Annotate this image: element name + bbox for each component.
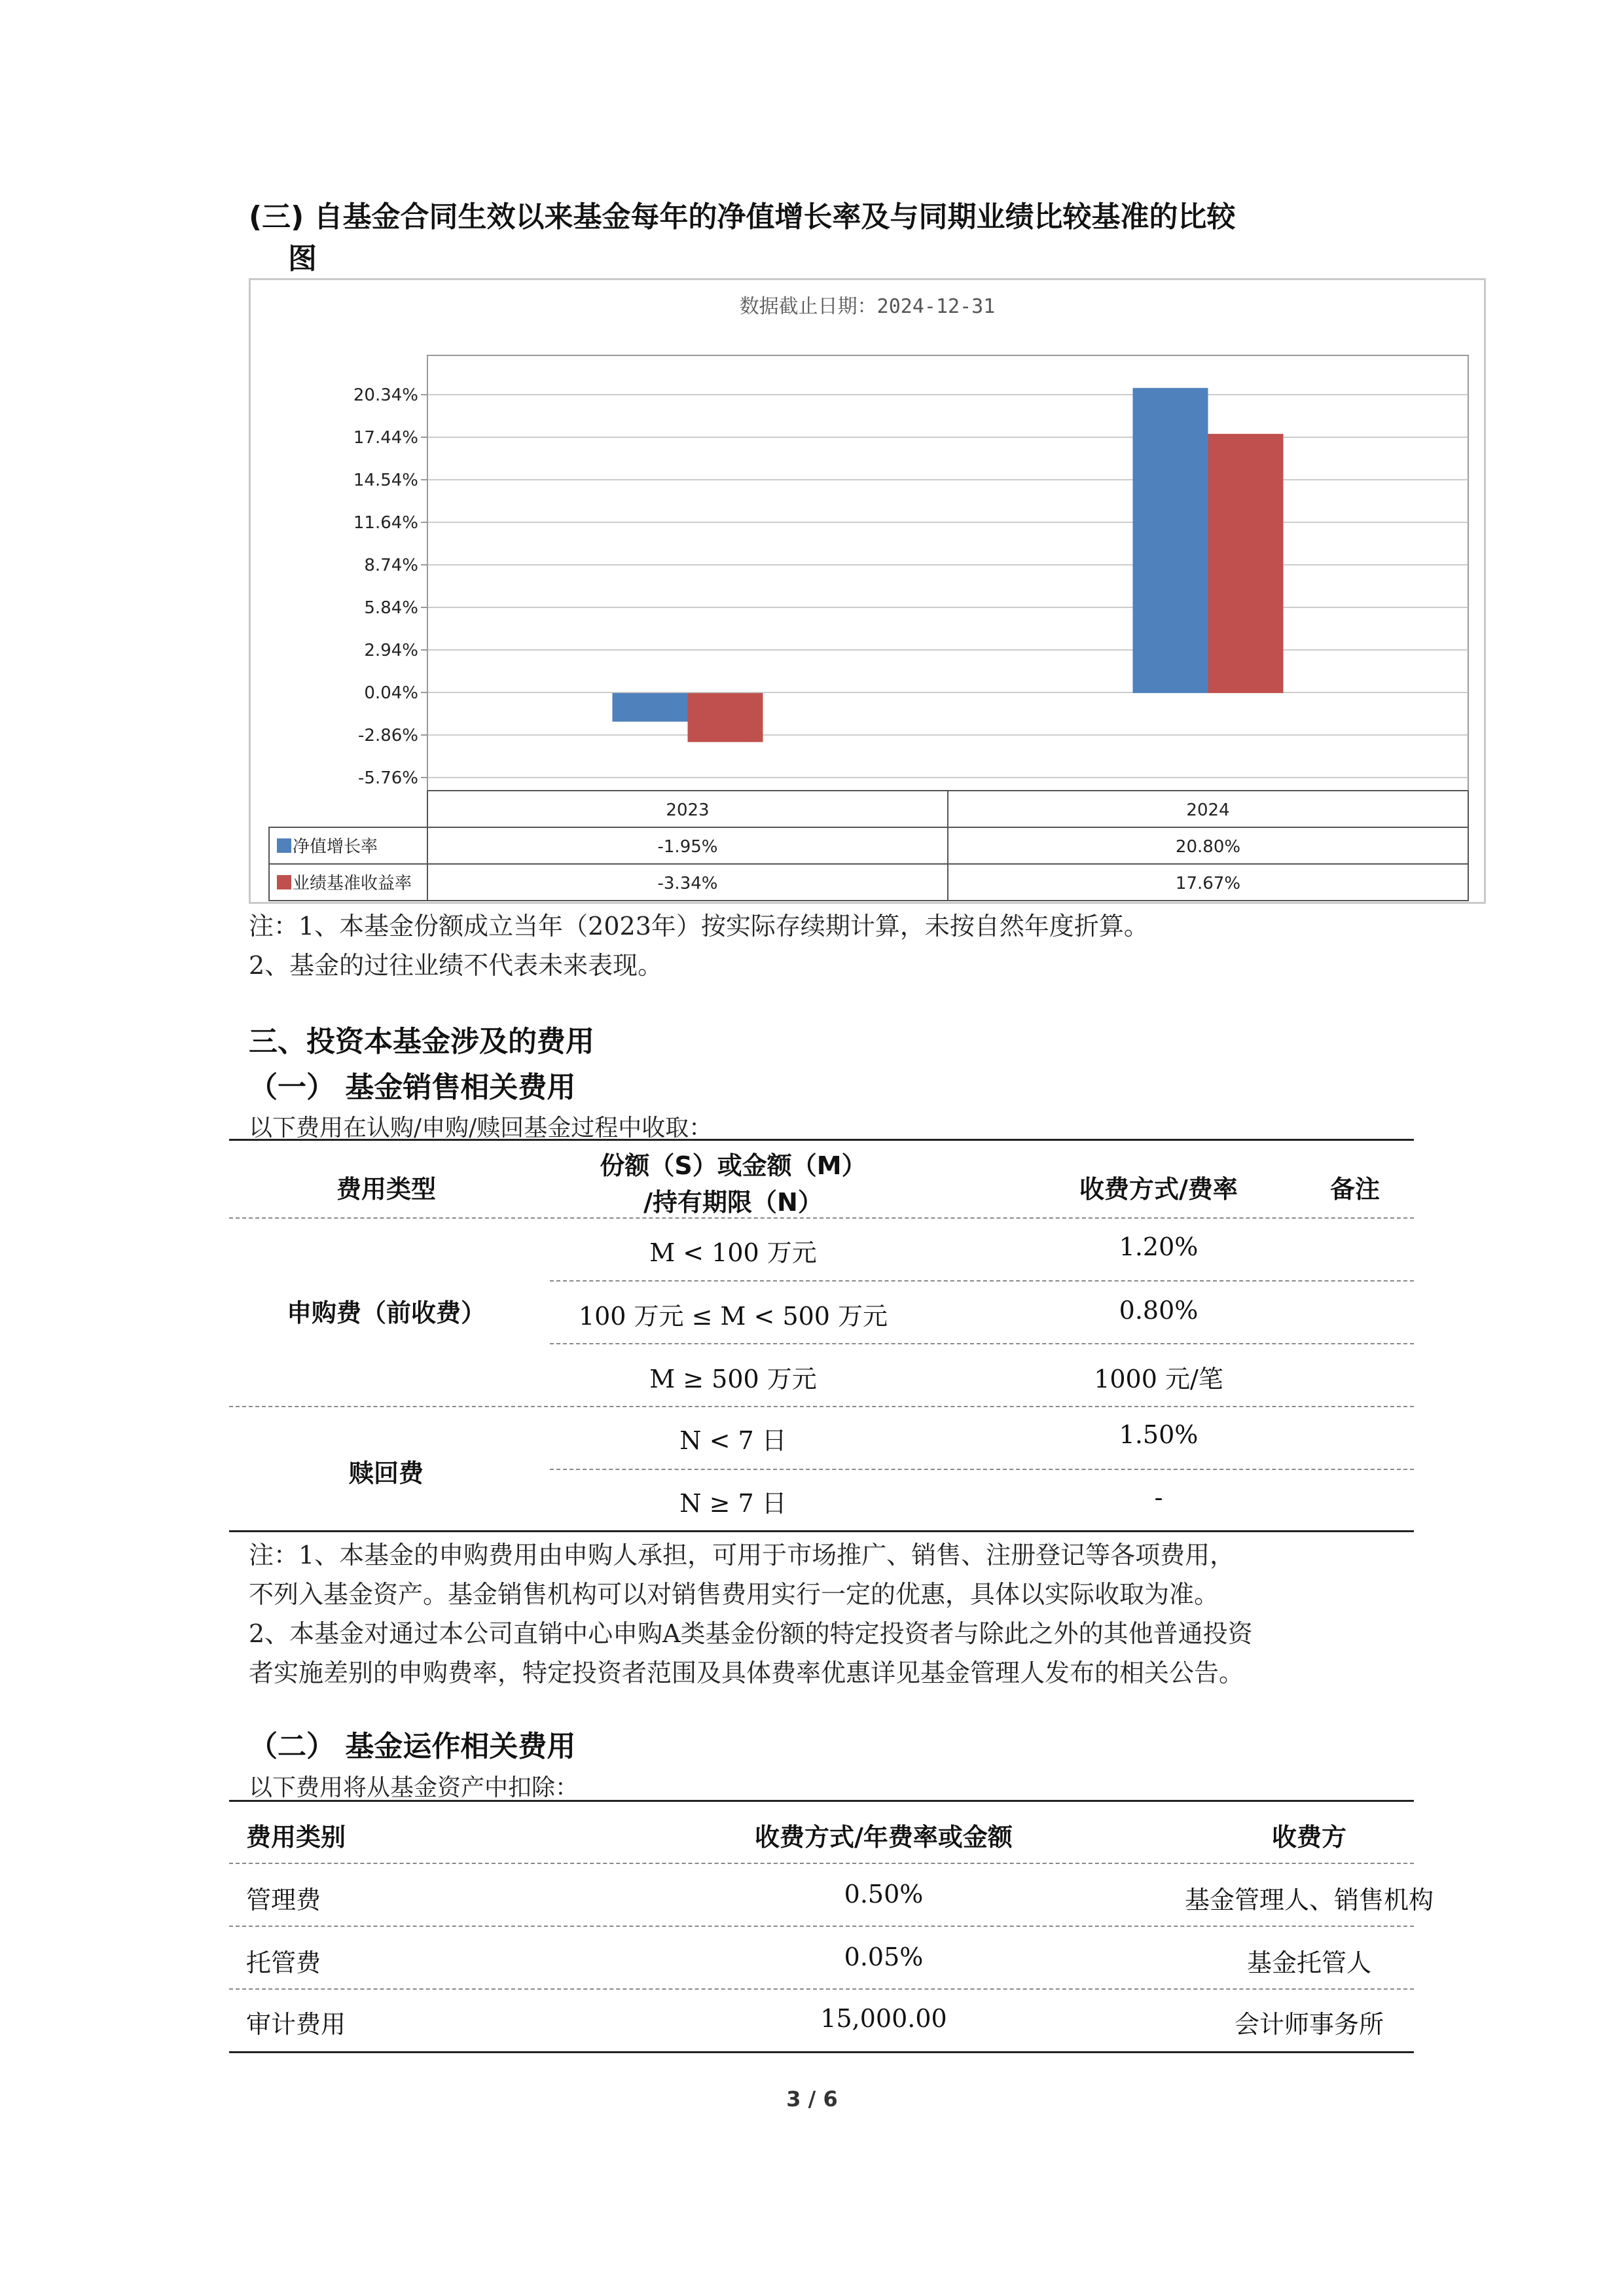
header-divider: [229, 1863, 1414, 1864]
header-fee-type: 费用类型: [336, 1175, 436, 1204]
category-cell: 托管费: [246, 1948, 321, 1977]
chart-section-title-line1: (三) 自基金合同生效以来基金每年的净值增长率及与同期业绩比较基准的比较: [249, 200, 1236, 234]
y-tick-label: 14.54%: [353, 471, 418, 490]
table-bottom-rule: [229, 2051, 1414, 2053]
y-tick-label: 5.84%: [364, 598, 418, 618]
sales-fees-intro: 以下费用在认购/申购/赎回基金过程中收取：: [249, 1115, 713, 1141]
rate-cell: -: [1154, 1483, 1163, 1512]
header-ops-rate: 收费方式/年费率或金额: [755, 1823, 1013, 1852]
rate-cell: 1.50%: [1119, 1420, 1199, 1449]
section3-title: 三、投资本基金涉及的费用: [249, 1025, 594, 1058]
payee-cell: 基金管理人、销售机构: [1185, 1886, 1434, 1914]
table-top-rule: [229, 1800, 1414, 1802]
payee-cell: 会计师事务所: [1234, 2010, 1384, 2039]
x-category-label: 2024: [1186, 800, 1230, 820]
header-range-2: /持有期限（N）: [643, 1188, 823, 1217]
y-tick-label: 8.74%: [364, 556, 418, 575]
range-cell: N ≥ 7 日: [679, 1489, 787, 1518]
rate-cell: 1.20%: [1119, 1232, 1199, 1261]
header-payee: 收费方: [1271, 1823, 1346, 1852]
range-cell: N < 7 日: [679, 1426, 787, 1455]
bar-0-0: [613, 693, 688, 722]
chart-section-title-line2: 图: [288, 242, 317, 276]
header-rate: 收费方式/费率: [1079, 1175, 1238, 1204]
row-divider: [550, 1343, 1414, 1344]
chart-section-title: [249, 193, 1236, 277]
data-label: -3.34%: [657, 874, 718, 893]
header-category: 费用类别: [246, 1823, 346, 1852]
y-tick-label: 20.34%: [353, 386, 418, 405]
payee-cell: 基金托管人: [1246, 1948, 1371, 1977]
row-divider: [229, 1988, 1414, 1990]
fee-type-subscription: 申购费（前收费）: [286, 1299, 486, 1327]
legend-label: 业绩基准收益率: [293, 874, 412, 893]
header-remark: 备注: [1329, 1175, 1380, 1204]
header-divider: [229, 1217, 1414, 1219]
sales-fees-title: （一） 基金销售相关费用: [249, 1071, 576, 1104]
legend-swatch: [277, 838, 291, 853]
y-tick-label: -2.86%: [358, 726, 418, 745]
range-cell: M < 100 万元: [649, 1238, 817, 1267]
page-number: 3 / 6: [786, 2087, 838, 2111]
legend-swatch: [277, 875, 291, 889]
range-cell: 100 万元 ≤ M < 500 万元: [578, 1302, 888, 1331]
bar-chart-svg: [251, 280, 1484, 902]
rate-cell: 0.80%: [1119, 1296, 1199, 1325]
header-range-1: 份额（S）或金额（M）: [600, 1151, 867, 1180]
category-cell: 审计费用: [246, 2010, 346, 2039]
data-label: 17.67%: [1175, 874, 1241, 893]
sales-note-line: 者实施差别的申购费率，特定投资者范围及具体费率优惠详见基金管理人发布的相关公告。: [249, 1659, 1244, 1687]
group-divider: [229, 1406, 1414, 1407]
rate-cell: 1000 元/笔: [1094, 1365, 1223, 1393]
ops-fees-title: （二） 基金运作相关费用: [249, 1730, 576, 1763]
range-cell: M ≥ 500 万元: [649, 1365, 817, 1393]
bar-chart: [249, 278, 1486, 904]
y-tick-label: 2.94%: [364, 641, 418, 660]
sales-fee-table: [229, 1139, 1414, 1532]
sales-fee-notes: [249, 1535, 1253, 1693]
fee-type-redemption: 赎回费: [348, 1459, 424, 1488]
bar-1-1: [1208, 434, 1284, 693]
table-top-rule: [229, 1139, 1414, 1141]
chart-note-1: 注：1、本基金份额成立当年（2023年）按实际存续期计算，未按自然年度折算。: [249, 912, 1149, 941]
ops-rate-cell: 0.05%: [844, 1943, 924, 1971]
chart-note-2: 2、基金的过往业绩不代表未来表现。: [249, 951, 663, 980]
ops-rate-cell: 0.50%: [844, 1880, 924, 1909]
y-tick-label: 17.44%: [353, 428, 418, 448]
x-category-label: 2023: [666, 800, 710, 820]
row-divider: [550, 1280, 1414, 1282]
legend-label: 净值增长率: [293, 837, 378, 857]
sales-note-line: 2、本基金对通过本公司直销中心申购A类基金份额的特定投资者与除此之外的其他普通投资: [249, 1619, 1253, 1648]
sales-note-line: 不列入基金资产。基金销售机构可以对销售费用实行一定的优惠，具体以实际收取为准。: [249, 1580, 1219, 1609]
plot-area-border: [427, 355, 1468, 791]
ops-rate-cell: 15,000.00: [820, 2004, 947, 2033]
chart-notes: [249, 906, 1149, 985]
sales-note-line: 注：1、本基金的申购费用由申购人承担，可用于市场推广、销售、注册登记等各项费用，: [249, 1541, 1235, 1570]
y-tick-label: 11.64%: [353, 513, 418, 533]
bar-1-0: [1133, 388, 1208, 693]
y-tick-label: 0.04%: [364, 683, 418, 703]
row-divider: [550, 1469, 1414, 1470]
data-label: 20.80%: [1175, 837, 1241, 857]
ops-fees-intro: 以下费用将从基金资产中扣除：: [249, 1774, 579, 1801]
category-cell: 管理费: [246, 1886, 321, 1914]
row-divider: [229, 1926, 1414, 1927]
data-label: -1.95%: [657, 837, 718, 857]
bar-0-1: [688, 693, 763, 742]
table-bottom-rule: [229, 1530, 1414, 1532]
y-tick-label: -5.76%: [358, 768, 418, 788]
ops-fee-table: [229, 1800, 1434, 2055]
chart-subtitle: 数据截止日期：2024-12-31: [739, 295, 996, 318]
